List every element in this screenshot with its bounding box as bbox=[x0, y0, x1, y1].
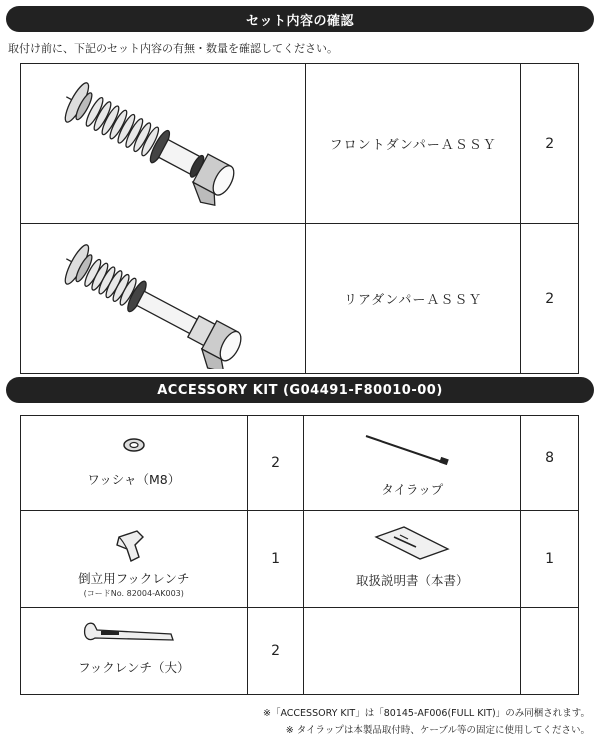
set-contents-table bbox=[20, 63, 579, 374]
inverted-hook-wrench-code: (コードNo. 82004-AK003) bbox=[83, 589, 184, 598]
cable-tie-icon bbox=[362, 432, 452, 466]
accessory-kit-title: ACCESSORY KIT (G04491-F80010-00) bbox=[157, 382, 443, 398]
front-damper-qty: 2 bbox=[521, 64, 579, 224]
front-damper-illustration bbox=[21, 64, 305, 219]
front-damper-label: フロントダンパーＡＳＳＹ bbox=[306, 64, 521, 224]
rear-damper-qty: 2 bbox=[521, 224, 579, 374]
manual-label: 取扱説明書（本書） bbox=[356, 573, 469, 588]
empty-cell bbox=[304, 608, 521, 695]
rear-damper-image-cell bbox=[21, 224, 306, 374]
front-damper-image-cell bbox=[21, 64, 306, 224]
hook-wrench-icon bbox=[81, 620, 181, 650]
note-cable-tie: ※ タイラップは本製品取付時、ケーブル等の固定に使用してください。 bbox=[285, 725, 590, 736]
cable-tie-qty: 8 bbox=[521, 416, 579, 511]
hook-wrench-qty: 2 bbox=[247, 608, 304, 695]
washer-qty: 2 bbox=[247, 416, 304, 511]
accessory-kit-header bbox=[6, 377, 594, 403]
set-contents-title: セット内容の確認 bbox=[245, 13, 354, 29]
table-row bbox=[21, 224, 579, 374]
washer-icon bbox=[122, 438, 146, 452]
empty-qty-cell bbox=[521, 608, 579, 695]
intro-text: 取付け前に、下記のセット内容の有無・数量を確認してください。 bbox=[8, 42, 338, 55]
cable-tie-label: タイラップ bbox=[381, 482, 444, 497]
hook-wrench-cell bbox=[21, 608, 248, 695]
hook-wrench-label: フックレンチ（大） bbox=[78, 660, 190, 675]
manual-cell bbox=[304, 511, 521, 608]
inverted-hook-wrench-label: 倒立用フックレンチ bbox=[78, 571, 190, 586]
rear-damper-illustration bbox=[21, 224, 305, 369]
note-accessory-kit: ※「ACCESSORY KIT」は「80145-AF006(FULL KIT)」のみ同梱されます。 bbox=[262, 708, 590, 719]
inverted-hook-wrench-cell bbox=[21, 511, 248, 608]
rear-damper-label: リアダンパーＡＳＳＹ bbox=[306, 224, 521, 374]
washer-cell bbox=[21, 416, 248, 511]
table-row bbox=[21, 608, 579, 695]
washer-label: ワッシャ（M8） bbox=[87, 472, 181, 487]
table-row bbox=[21, 511, 579, 608]
inverted-hook-wrench-qty: 1 bbox=[247, 511, 304, 608]
table-row bbox=[21, 416, 579, 511]
manual-qty: 1 bbox=[521, 511, 579, 608]
manual-icon bbox=[374, 525, 450, 561]
cable-tie-cell bbox=[304, 416, 521, 511]
table-row bbox=[21, 64, 579, 224]
set-contents-header bbox=[6, 6, 594, 32]
inverted-hook-wrench-icon bbox=[113, 527, 147, 565]
accessory-kit-table bbox=[20, 415, 579, 695]
